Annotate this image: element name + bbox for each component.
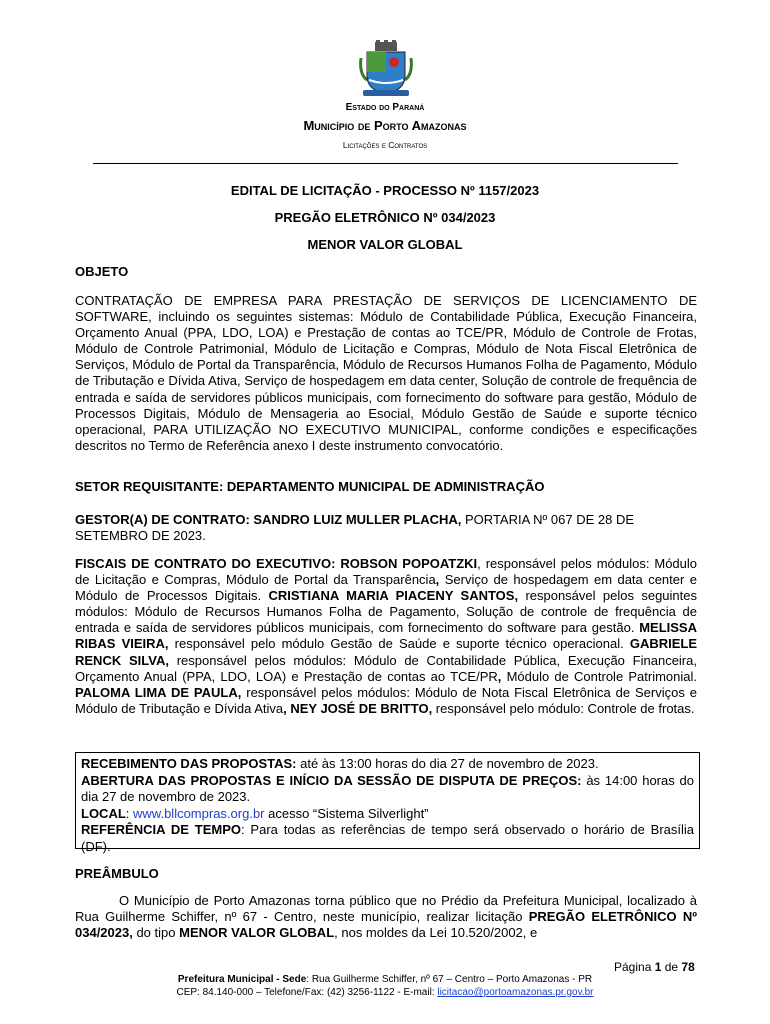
footer-contact-text: CEP: 84.140-000 – Telefone/Fax: (42) 3256-1122 - E-mail: xyxy=(176,987,438,998)
abertura-text: às 14:00 horas do dia 27 de novembro de 2023. xyxy=(81,772,694,804)
fiscal-text: responsável pelos seguintes módulos: Módulo de Recursos Humanos Folha de Pagamento, Solução de controle de frequência de entrada e saída de servidores públicos municipais, com fornecimento do software para gestão. xyxy=(75,588,697,636)
footer-contact xyxy=(0,987,770,998)
fiscal-text: responsável pelos módulos: Módulo de Nota Fiscal Eletrônica de Serviços e Módulo de Tributação e Dívida Ativa xyxy=(75,684,697,716)
preambulo-part: , nos moldes da Lei 10.520/2002, e xyxy=(334,925,538,941)
fiscal-robson: FISCAIS DE CONTRATO DO EXECUTIVO: ROBSON POPOATZKI xyxy=(75,556,478,571)
edital-title: EDITAL DE LICITAÇÃO - PROCESSO Nº 1157/2023 xyxy=(230,183,540,198)
objeto-text: CONTRATAÇÃO DE EMPRESA PARA PRESTAÇÃO DE SERVIÇOS DE LICENCIAMENTO DE SOFTWARE, incluindo os seguintes sistemas: Módulo de Contabilidade Pública, Execução Financeira, Orçamento Anual (PPA, LDO, LOA) e Prestação de contas ao TCE/PR, Módulo de Controle de Frotas, Módulo de Controle Patrimonial, Módulo de Licitação e Compras, Módulo de Nota Fiscal Eletrônica de Serviços, Módulo de Portal da Transparência, Módulo de Recursos Humanos Folha de Pagamento, Módulo de Tributação e Dívida Ativa, Serviço de hospedagem em data center, Solução de controle de frequência de entrada e saída de servidores públicos municipais, com fornecimento do software para gestão, Módulo de Processos Digitais, Módulo de Mensageria ao Esocial, Módulo Gestão de Saúde e suporte técnico operacional, PARA UTILIZAÇÃO NO EXECUTIVO MUNICIPAL, conforme condições e especificações descritos no Termo de Referência anexo I deste instrumento convocatório. xyxy=(75,293,697,453)
local-colon: : xyxy=(125,805,134,821)
fiscal-cristiana: CRISTIANA MARIA PIACENY SANTOS, xyxy=(268,588,519,604)
pregao-title: PREGÃO ELETRÔNICO Nº 034/2023 xyxy=(274,210,496,225)
objeto-heading: OBJETO xyxy=(75,264,129,279)
abertura-label: ABERTURA DAS PROPOSTAS E INÍCIO DA SESSÃO DE DISPUTA DE PREÇOS: xyxy=(81,772,582,788)
municipal-coat-of-arms xyxy=(357,40,415,100)
abertura-line xyxy=(81,773,694,806)
preambulo-part: O Município de Porto Amazonas torna público que no Prédio da Prefeitura Municipal, localizado à Rua Guilherme Schiffer, nº 67 - Centro, neste município, realizar licitação xyxy=(75,893,697,925)
fiscal-text: responsável pelo módulo Gestão de Saúde e suporte técnico operacional. xyxy=(168,636,630,652)
gestor-label: GESTOR(A) DE CONTRATO: SANDRO LUIZ MULLER PLACHA, xyxy=(75,512,462,527)
local-line xyxy=(81,806,694,823)
fiscal-text: Módulo de Controle Patrimonial. xyxy=(501,668,697,684)
page-of: de xyxy=(661,960,682,974)
municipality-name: Município de Porto Amazonas xyxy=(303,118,467,133)
proposal-schedule-box xyxy=(75,752,700,854)
fiscais-contrato xyxy=(75,556,697,717)
local-label: LOCAL xyxy=(81,805,126,821)
preambulo-heading: PREÂMBULO xyxy=(75,866,159,881)
bll-compras-link[interactable]: www.bllcompras.org.br xyxy=(133,805,265,821)
recebimento-label: RECEBIMENTO DAS PROPOSTAS: xyxy=(81,756,297,771)
preambulo-bold: PREGÃO ELETRÔNICO Nº 034/2023, xyxy=(75,909,697,941)
page-current: 1 xyxy=(654,960,662,974)
fiscal-gabriele: GABRIELE RENCK SILVA, xyxy=(75,636,697,668)
fiscal-text: , responsável pelos módulos: Módulo de Licitação e Compras, Módulo de Portal da Transparência xyxy=(75,556,697,588)
department-name: Licitações e Contratos xyxy=(342,140,428,150)
fiscal-comma: , xyxy=(497,668,502,684)
preambulo-bold: MENOR VALOR GLOBAL xyxy=(179,925,335,941)
referencia-text: : Para todas as referências de tempo será observado o horário de Brasília (DF). xyxy=(81,822,694,854)
fiscal-text: responsável pelos módulos: Módulo de Contabilidade Pública, Execução Financeira, Orçamento Anual (PPA, LDO, LOA) e Prestação de contas ao TCE/PR xyxy=(75,652,697,684)
criterio-title: MENOR VALOR GLOBAL xyxy=(307,237,463,252)
fiscal-paloma: PALOMA LIMA DE PAULA, xyxy=(75,684,242,700)
fiscal-ney: , NEY JOSÉ DE BRITTO, xyxy=(283,700,433,716)
footer-address xyxy=(0,974,770,985)
page-total: 78 xyxy=(681,960,695,974)
setor-requisitante: SETOR REQUISITANTE: DEPARTAMENTO MUNICIPAL DE ADMINISTRAÇÃO xyxy=(75,479,545,494)
fiscal-text: responsável pelo módulo: Controle de frotas. xyxy=(432,700,695,716)
local-text: acesso “Sistema Silverlight” xyxy=(264,805,429,821)
page-label: Página xyxy=(614,960,655,974)
footer-sede-text: : Rua Guilherme Schiffer, nº 67 – Centro – Porto Amazonas - PR xyxy=(306,974,593,985)
header-divider xyxy=(93,163,678,164)
fiscal-comma: , xyxy=(435,572,440,588)
referencia-line xyxy=(81,822,694,855)
footer-email-link[interactable]: licitacao@portoamazonas.pr.gov.br xyxy=(437,987,594,998)
preambulo-text xyxy=(75,893,697,941)
preambulo-part: do tipo xyxy=(132,925,180,941)
gestor-contrato xyxy=(75,512,697,544)
fiscal-melissa: MELISSA RIBAS VIEIRA, xyxy=(75,620,697,652)
gestor-portaria: PORTARIA Nº 067 DE 28 DE SETEMBRO DE 2023. xyxy=(75,512,635,544)
fiscal-text: Serviço de hospedagem em data center e Módulo de Processos Digitais. xyxy=(75,572,697,604)
recebimento-text: até às 13:00 horas do dia 27 de novembro de 2023. xyxy=(296,756,599,771)
state-name: Estado do Paraná xyxy=(345,102,425,113)
page-number xyxy=(614,960,695,974)
footer-sede-label: Prefeitura Municipal - Sede xyxy=(177,974,307,985)
referencia-label: REFERÊNCIA DE TEMPO xyxy=(81,822,241,837)
recebimento-line xyxy=(81,756,694,773)
